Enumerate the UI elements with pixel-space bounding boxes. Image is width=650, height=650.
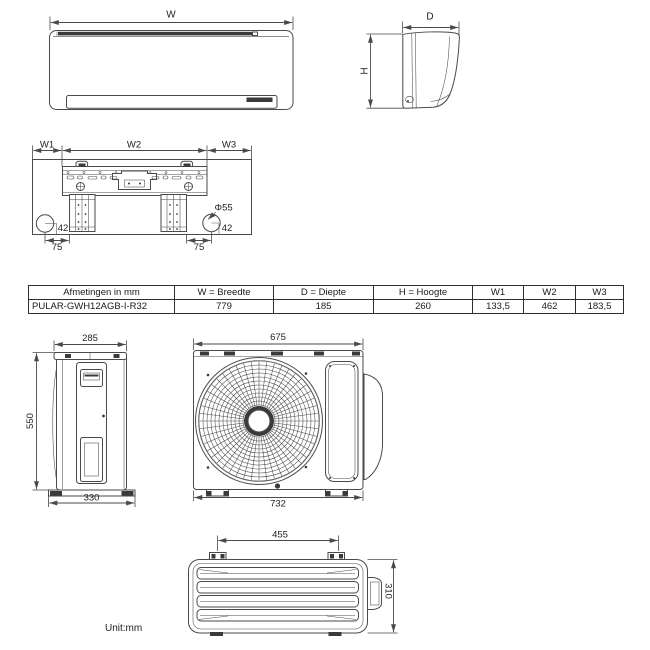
outdoor-unit-front-view bbox=[194, 332, 383, 510]
table-cell-model: PULAR-GWH12AGB-I-R32 bbox=[29, 300, 175, 314]
indoor-top-grille bbox=[58, 32, 252, 36]
indoor-depth-dim-label: D bbox=[426, 11, 434, 23]
outdoor-front-width-top-dim: 675 bbox=[270, 332, 286, 343]
table-cell-w2: 462 bbox=[524, 300, 576, 314]
table-header-w2: W2 bbox=[524, 286, 576, 300]
table-header-row bbox=[29, 286, 624, 300]
outdoor-top-depth-dim: 310 bbox=[382, 583, 394, 599]
w2-dim-label: W2 bbox=[126, 139, 142, 151]
unit-note: Unit:mm bbox=[105, 623, 143, 634]
hole-spacing-right-dim: 75 bbox=[193, 242, 205, 253]
w3-dim-label: W3 bbox=[221, 139, 237, 151]
indoor-outlet-panel bbox=[67, 96, 278, 109]
indoor-unit-side-body bbox=[403, 32, 460, 108]
mounting-rail-left bbox=[70, 195, 96, 232]
fan-hub bbox=[248, 410, 270, 432]
outdoor-front-feet bbox=[207, 490, 348, 497]
outdoor-side-width-dim: 285 bbox=[82, 333, 98, 344]
table-header-afmetingen: Afmetingen in mm bbox=[29, 286, 175, 300]
hole-spacing-left-dim: 75 bbox=[51, 242, 63, 253]
outdoor-top-feet bbox=[210, 553, 345, 561]
hole-offset-right-dim: 42 bbox=[221, 223, 233, 234]
table-cell-w3: 183,5 bbox=[576, 300, 624, 314]
dimensions-table bbox=[28, 285, 624, 314]
outdoor-side-body bbox=[57, 353, 127, 490]
hole-diameter-label: Φ55 bbox=[214, 202, 233, 214]
table-cell-diepte: 185 bbox=[274, 300, 374, 314]
w1-dim-label: W1 bbox=[39, 139, 55, 151]
mounting-rail-right bbox=[161, 195, 187, 232]
table-cell-w1: 133,5 bbox=[473, 300, 524, 314]
mounting-plate-diagram bbox=[33, 140, 252, 254]
outdoor-right-flap bbox=[364, 374, 383, 480]
outdoor-front-width-bottom-dim: 732 bbox=[270, 498, 286, 510]
outdoor-unit-top-view bbox=[189, 530, 398, 637]
outdoor-top-body bbox=[189, 560, 368, 634]
table-cell-breedte: 779 bbox=[175, 300, 274, 314]
table-data-row bbox=[29, 300, 624, 314]
outdoor-unit-side-view bbox=[25, 333, 135, 507]
indoor-height-dim-label: H bbox=[359, 67, 371, 75]
valve-cover bbox=[368, 578, 382, 610]
table-header-w1: W1 bbox=[473, 286, 524, 300]
hole-offset-left-dim: 42 bbox=[57, 223, 69, 234]
indoor-width-dim-label: W bbox=[166, 9, 176, 21]
table-header-diepte: D = Diepte bbox=[274, 286, 374, 300]
drain-outlet bbox=[275, 483, 280, 488]
table-header-w3: W3 bbox=[576, 286, 624, 300]
indoor-unit-front-view bbox=[50, 10, 294, 110]
outdoor-base-width-dim: 330 bbox=[83, 492, 100, 504]
table-header-breedte: W = Breedte bbox=[175, 286, 274, 300]
feet-spacing-dim: 455 bbox=[272, 529, 288, 541]
table-header-hoogte: H = Hoogte bbox=[374, 286, 473, 300]
table-cell-hoogte: 260 bbox=[374, 300, 473, 314]
outdoor-side-height-dim: 550 bbox=[25, 413, 36, 429]
indoor-unit-side-view bbox=[360, 12, 460, 109]
indoor-display-window bbox=[247, 98, 273, 103]
